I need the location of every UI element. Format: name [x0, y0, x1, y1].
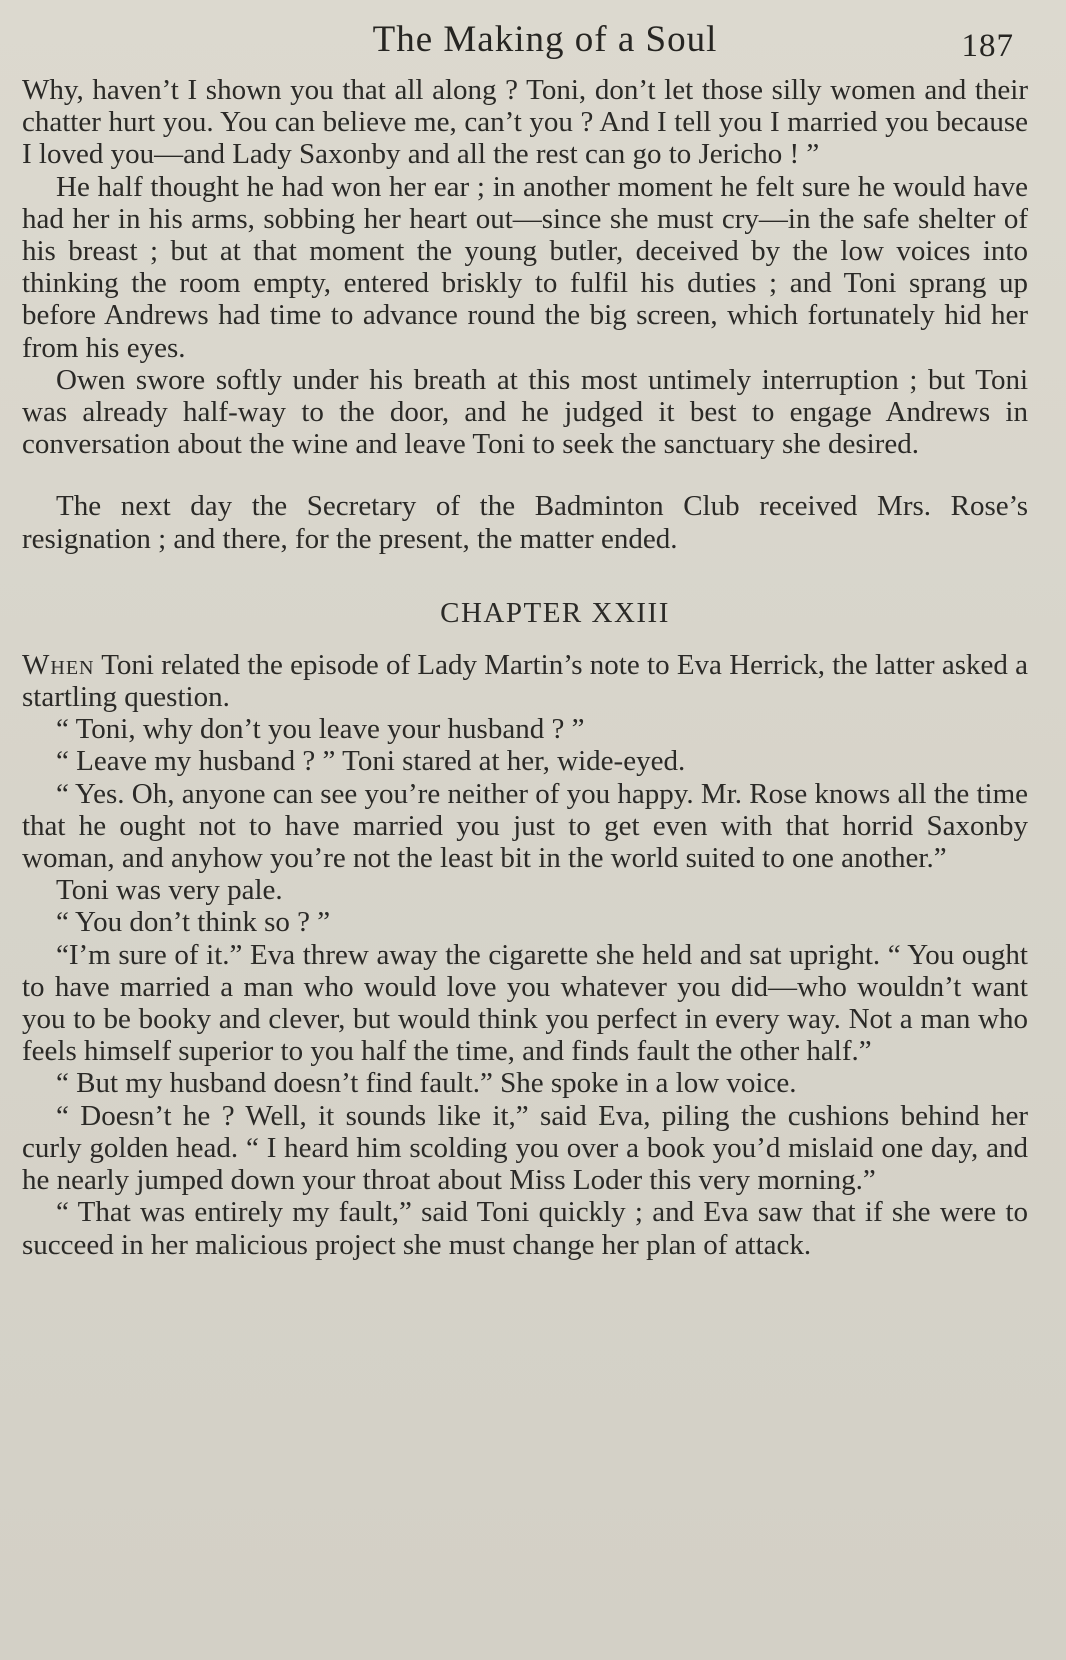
paragraph: “ Toni, why don’t you leave your husband ? ” — [56, 713, 585, 746]
paragraph: “ Yes. Oh, anyone can see you’re neither of you happy. Mr. Rose knows all the time that he ought not to have married you just to get even with that horrid Saxonby woman, and anyhow you’re not the least bit in the world suited to one another.” — [22, 777, 1028, 875]
book-title: The Making of a Soul — [372, 19, 718, 60]
paragraph: “ Leave my husband ? ” Toni stared at her, wide-eyed. — [56, 745, 686, 778]
paragraph: Toni was very pale. — [56, 874, 283, 907]
chapter-opening-paragraph — [22, 649, 1028, 713]
paragraph: “ But my husband doesn’t find fault.” She spoke in a low voice. — [56, 1067, 797, 1100]
paragraph: “ That was entirely my fault,” said Toni quickly ; and Eva saw that if she were to succeed in her malicious project she must change her plan of attack. — [22, 1196, 1028, 1261]
chapter-heading: CHAPTER XXIII — [440, 596, 670, 629]
paragraph: “ You don’t think so ? ” — [56, 906, 331, 939]
running-head — [22, 18, 1028, 74]
opening-text: Toni related the episode of Lady Martin’s note to Eva Herrick, the latter asked a startling question. — [22, 648, 1028, 714]
paragraph: “ Doesn’t he ? Well, it sounds like it,” said Eva, piling the cushions behind her curly golden head. “ I heard him scolding you over a book you’d mislaid one day, and he nearly jumped down your throat about Miss Loder this very morning.” — [22, 1099, 1028, 1197]
section-end-paragraph: The next day the Secretary of the Badminton Club received Mrs. Rose’s resignation ; and there, for the present, the matter ended. — [22, 490, 1028, 555]
paragraph: Why, haven’t I shown you that all along ? Toni, don’t let those silly women and their chatter hurt you. You can believe me, can’t you ? And I tell you I married you because I loved you—and Lady Saxonby and all the rest can go to Jericho ! ” — [22, 74, 1028, 171]
paragraph: He half thought he had won her ear ; in another moment he felt sure he would have had her in his arms, sobbing her heart out—since she must cry—in the safe shelter of his breast ; but at that moment the young butler, deceived by the low voices into thinking the room empty, entered briskly to fulfil his duties ; and Toni sprang up before Andrews had time to advance round the big screen, which fortunately hid her from his eyes. — [22, 170, 1028, 364]
opening-word: When — [22, 648, 95, 681]
paragraph: Owen swore softly under his breath at this most untimely interruption ; but Toni was already half-way to the door, and he judged it best to engage Andrews in conversation about the wine and leave Toni to seek the sanctuary she desired. — [22, 363, 1028, 461]
paragraph: “I’m sure of it.” Eva threw away the cigarette she held and sat upright. “ You ought to have married a man who would love you whatever you did—who wouldn’t want you to be booky and clever, but would think you perfect in every way. Not a man who feels himself superior to you half the time, and finds fault the other half.” — [22, 938, 1028, 1068]
page-number: 187 — [961, 28, 1014, 64]
